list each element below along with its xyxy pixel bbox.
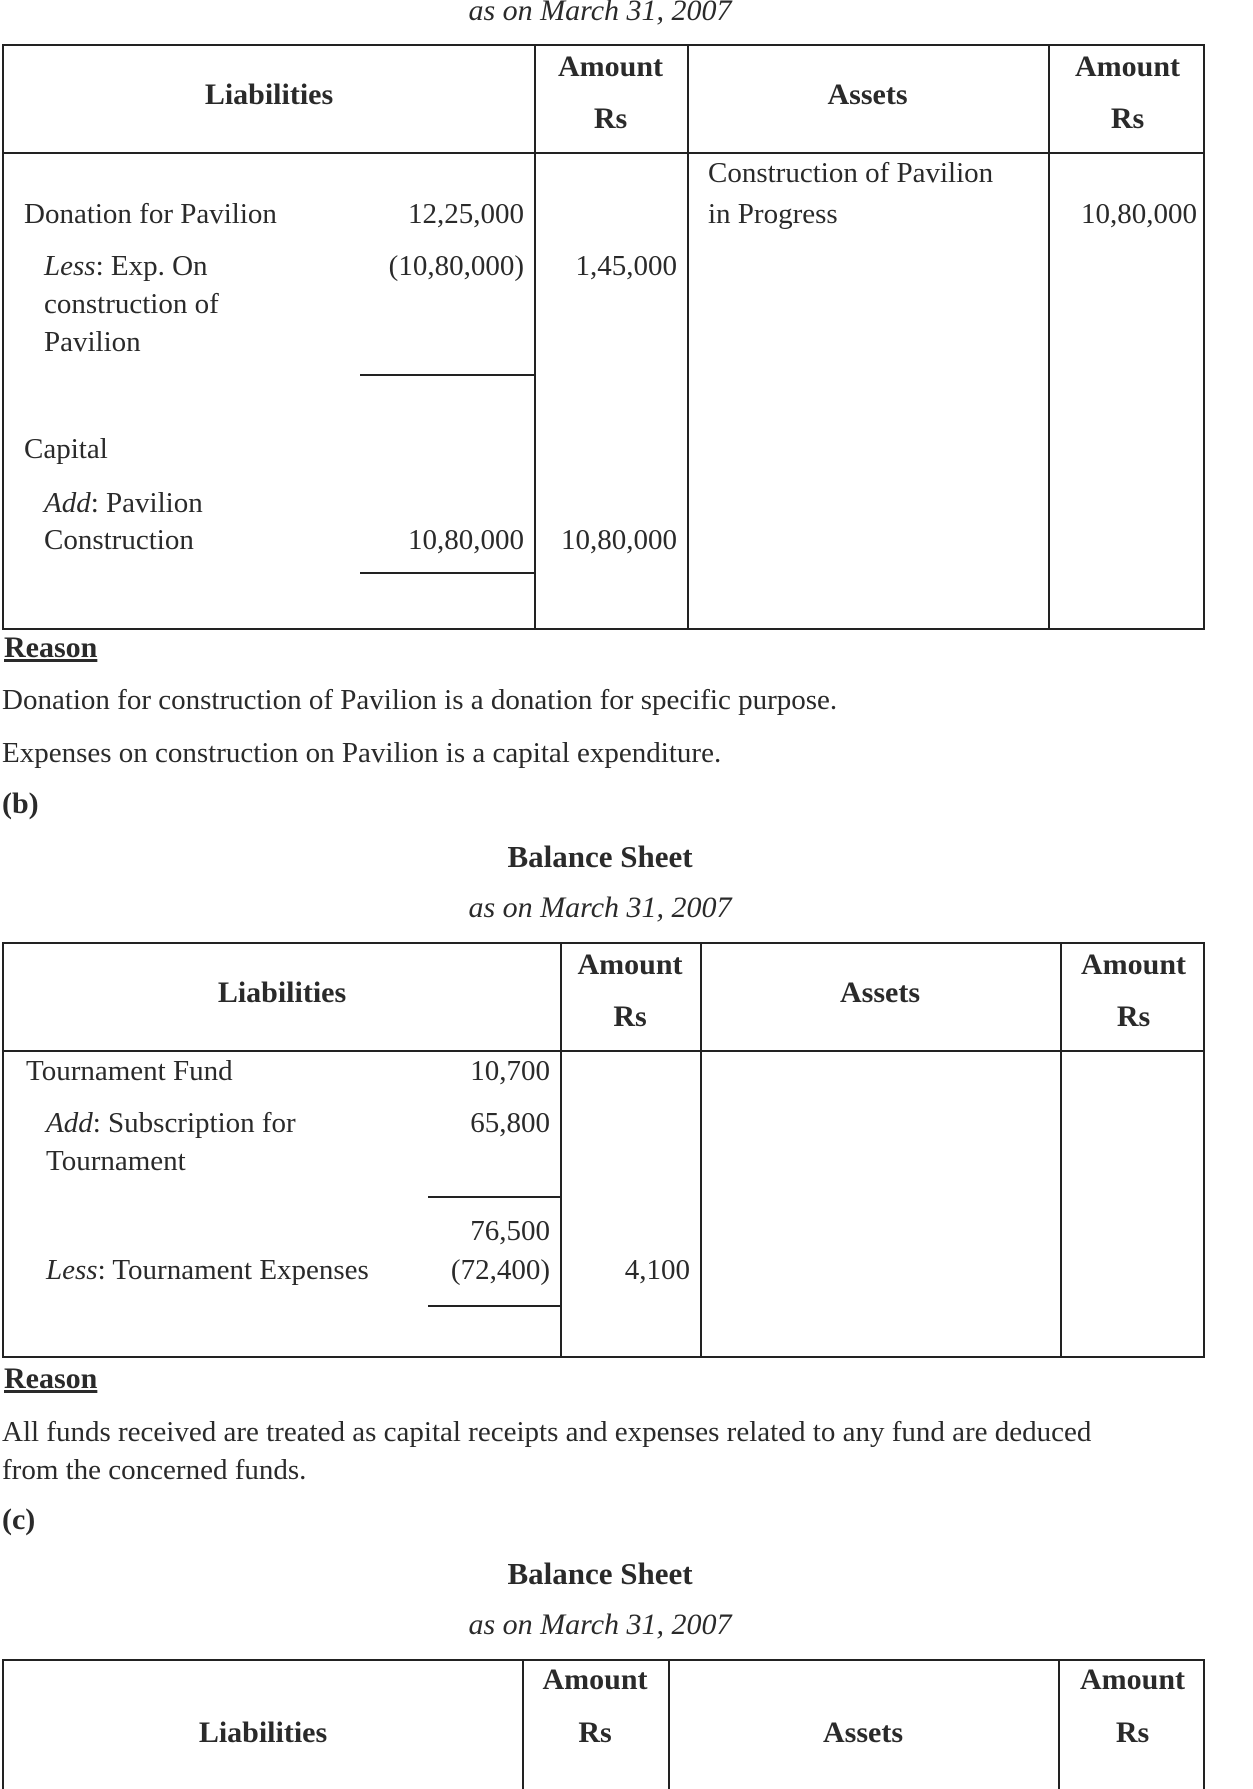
balance-sheet-b — [2, 942, 1205, 1358]
section-a-subtitle: as on March 31, 2007 — [468, 0, 732, 27]
tournament-fund-amount: 10,700 — [470, 1055, 550, 1087]
add-subscription-amount: 65,800 — [470, 1107, 550, 1139]
header-rs-1: Rs — [593, 102, 628, 135]
header-amount-1: Amount — [577, 948, 683, 981]
header-liabilities: Liabilities — [204, 78, 334, 111]
less-exp-amount: (10,80,000) — [388, 250, 524, 282]
header-liabilities: Liabilities — [198, 1716, 328, 1749]
reason-b-line-2: from the concerned funds. — [2, 1454, 307, 1486]
tournament-fund-label: Tournament Fund — [26, 1055, 233, 1087]
add-pavilion-line-2: Construction — [44, 524, 194, 556]
add-subscription-line-1: Add: Subscription for — [46, 1107, 296, 1139]
add-pavilion-amount: 10,80,000 — [408, 524, 524, 556]
header-rs-2: Rs — [1116, 1000, 1151, 1033]
header-amount-2: Amount — [1080, 948, 1186, 981]
header-rs-1: Rs — [578, 1716, 612, 1749]
header-amount-1: Amount — [542, 1663, 648, 1696]
less-expenses-amount: (72,400) — [450, 1254, 550, 1286]
add-subscription-line-2: Tournament — [46, 1145, 186, 1177]
asset-amount: 10,80,000 — [1081, 198, 1197, 230]
section-b-label: (b) — [2, 787, 39, 820]
reason-heading-a: Reason — [4, 631, 98, 664]
capital-total: 10,80,000 — [561, 524, 677, 556]
less-exp-line-2: construction of — [44, 288, 219, 320]
subtotal-amount: 76,500 — [470, 1215, 550, 1247]
section-c-subtitle: as on March 31, 2007 — [468, 1608, 732, 1641]
net-fund-amount: 4,100 — [624, 1254, 690, 1286]
net-donation-amount: 1,45,000 — [575, 250, 677, 282]
header-rs-2: Rs — [1110, 102, 1145, 135]
section-c-label: (c) — [2, 1503, 36, 1536]
less-exp-line-1: Less: Exp. On — [44, 250, 208, 282]
header-rs-1: Rs — [613, 1000, 647, 1033]
header-assets: Assets — [840, 976, 920, 1009]
add-pavilion-line-1: Add: Pavilion — [44, 487, 203, 519]
header-assets: Assets — [823, 1716, 903, 1749]
reason-a-line-1: Donation for construction of Pavilion is a donation for specific purpose. — [2, 684, 838, 716]
header-rs-2: Rs — [1115, 1716, 1150, 1749]
section-b-title: Balance Sheet — [507, 839, 693, 874]
header-assets: Assets — [827, 78, 908, 111]
balance-sheet-a — [2, 44, 1205, 630]
donation-amount: 12,25,000 — [408, 198, 524, 230]
capital-label: Capital — [24, 433, 108, 465]
header-liabilities: Liabilities — [217, 976, 347, 1009]
donation-label: Donation for Pavilion — [24, 198, 277, 230]
less-expenses-label: Less: Tournament Expenses — [46, 1254, 369, 1286]
asset-line-1: Construction of Pavilion — [708, 157, 994, 189]
reason-heading-b: Reason — [4, 1362, 98, 1395]
header-amount-2: Amount — [1079, 1663, 1185, 1696]
less-exp-line-3: Pavilion — [44, 326, 141, 358]
section-c-title: Balance Sheet — [507, 1556, 693, 1591]
header-amount-2: Amount — [1074, 50, 1180, 83]
reason-b-line-1: All funds received are treated as capital receipts and expenses related to any fund are deduced — [2, 1416, 1092, 1448]
section-b-subtitle: as on March 31, 2007 — [468, 891, 732, 924]
asset-line-2: in Progress — [708, 198, 838, 230]
reason-a-line-2: Expenses on construction on Pavilion is a capital expenditure. — [2, 737, 722, 769]
header-amount-1: Amount — [557, 50, 663, 83]
